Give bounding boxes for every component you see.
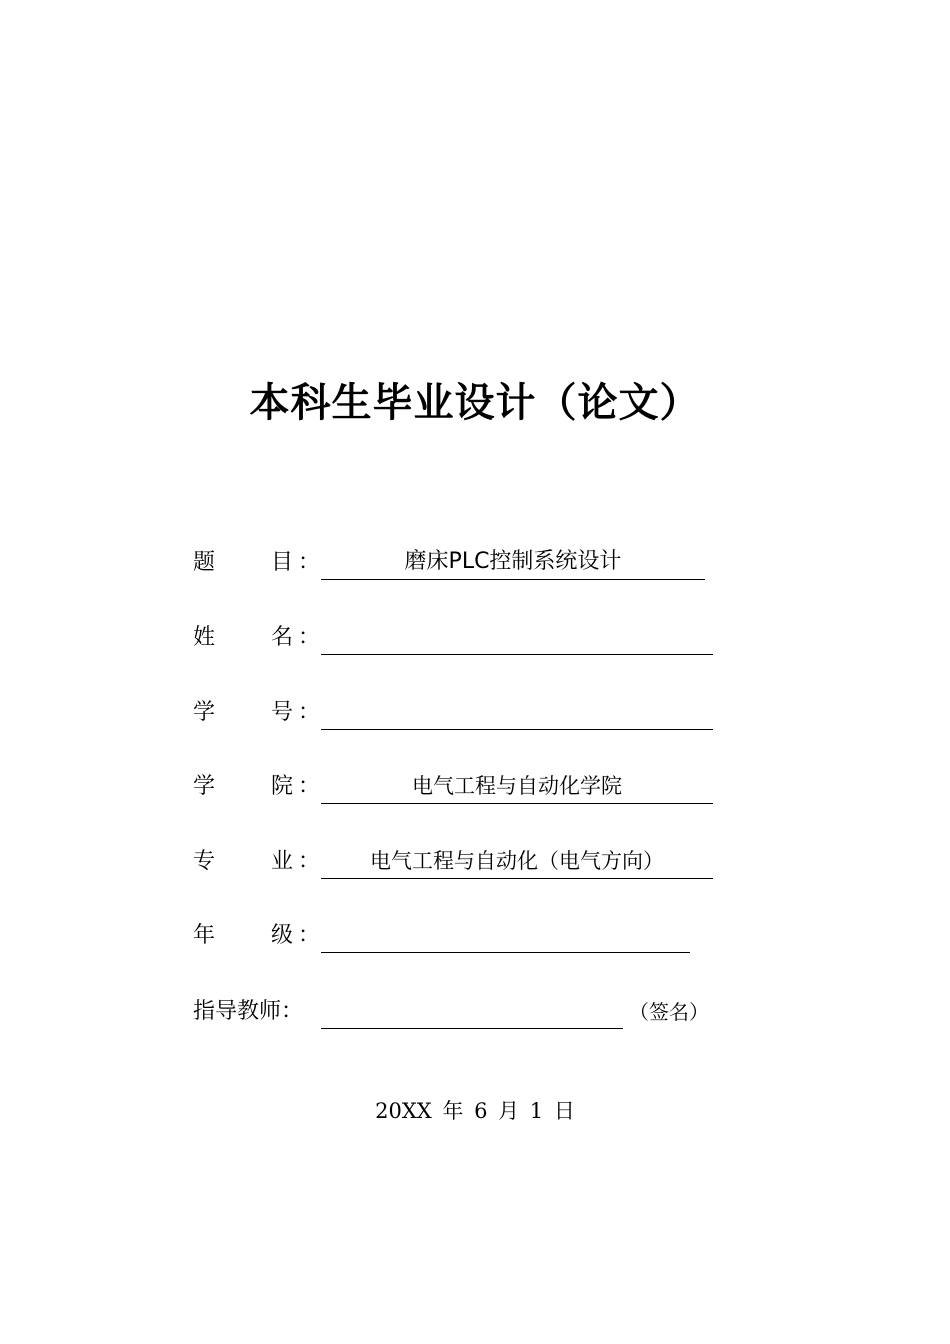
signature-note: （签名） [629,1000,709,1024]
grade-value[interactable] [321,918,690,953]
label-colon: ： [298,774,321,799]
student-name-value[interactable] [321,620,713,655]
advisor-label: 指导教师： [193,999,304,1024]
major-value[interactable]: 电气工程与自动化（电气方向） [321,844,713,879]
label-colon: ： [298,849,321,874]
label-colon: ： [298,923,321,948]
label-colon: ： [298,550,321,575]
label-char: 院 [271,774,294,799]
label-char: 名 [271,625,294,650]
label-char: 业 [271,849,294,874]
label-char: 年 [193,923,216,948]
label-char: 级 [271,923,294,948]
label-char: 学 [193,774,216,799]
label-char: 目 [271,550,294,575]
label-char: 学 [193,700,216,725]
label-char: 姓 [193,625,216,650]
document-title: 本科生毕业设计（论文） [249,380,701,426]
school-value[interactable]: 电气工程与自动化学院 [321,769,713,804]
student-id-value[interactable] [321,695,713,730]
submission-date: 20XX 年 6 月 1 日 [375,1099,575,1123]
label-colon: ： [298,700,321,725]
thesis-title-value[interactable]: 磨床PLC控制系统设计 [321,545,705,580]
label-char: 专 [193,849,216,874]
label-char: 号 [271,700,294,725]
label-colon: ： [298,625,321,650]
label-char: 题 [193,550,216,575]
advisor-signature-value[interactable] [321,994,623,1029]
